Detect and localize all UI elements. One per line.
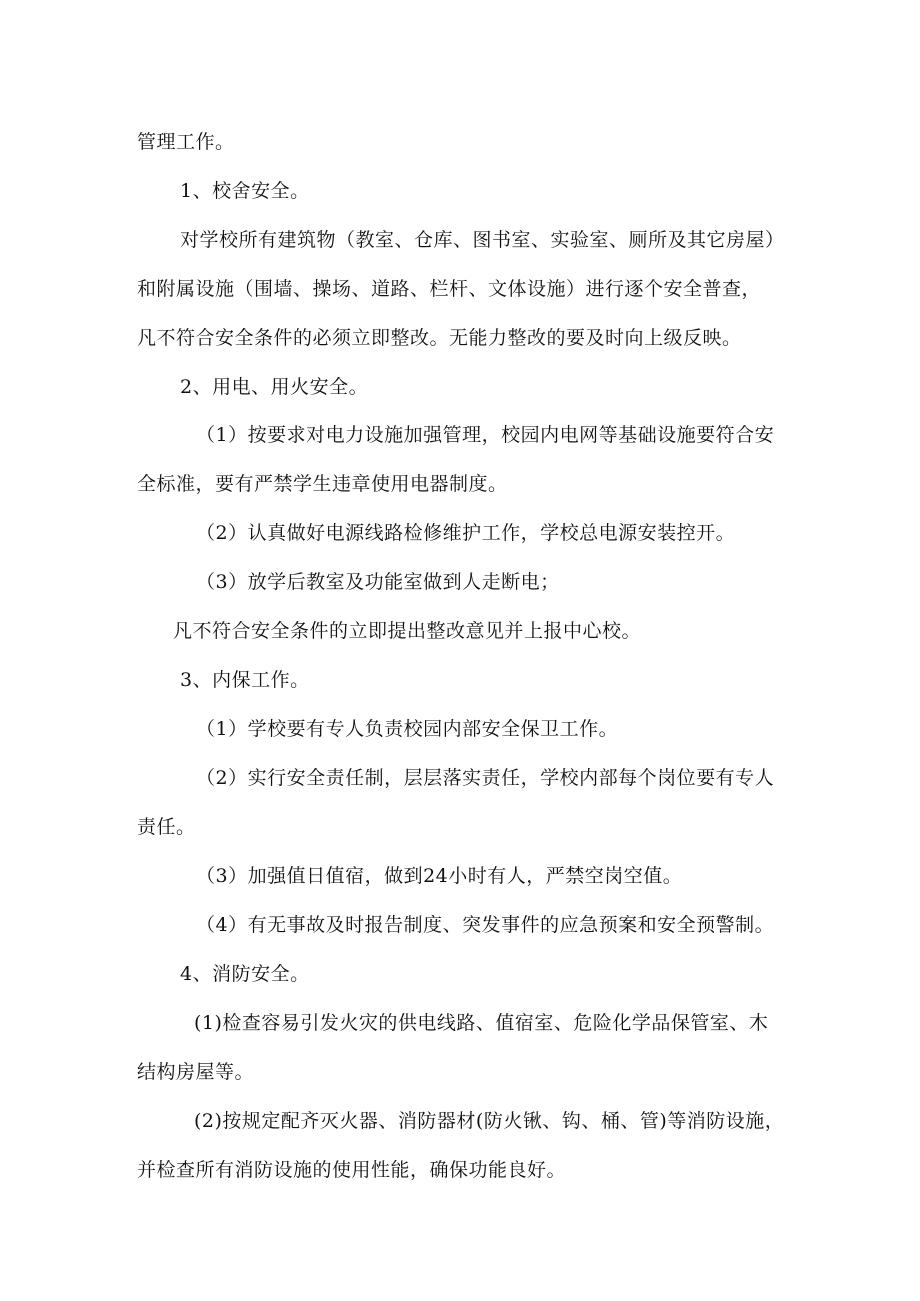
text-line: 管理工作。 (137, 131, 235, 153)
text-line: 凡不符合安全条件的必须立即整改。无能力整改的要及时向上级反映。 (137, 327, 742, 349)
text-line: 并检查所有消防设施的使用性能，确保功能良好。 (137, 1159, 567, 1181)
text-line: (1)检查容易引发火灾的供电线路、值宿室、危险化学品保管室、木 (194, 1012, 769, 1034)
text-line: 对学校所有建筑物（教室、仓库、图书室、实验室、厕所及其它房屋） (180, 229, 785, 251)
text-line: （2）实行安全责任制，层层落实责任，学校内部每个岗位要有专人 (196, 767, 775, 789)
text-line: （1）学校要有专人负责校园内部安全保卫工作。 (196, 718, 619, 740)
section-heading-electricity-fire: 2、用电、用火安全。 (180, 376, 369, 398)
section-heading-internal-security: 3、内保工作。 (180, 669, 310, 691)
text-line: （1）按要求对电力设施加强管理，校园内电网等基础设施要符合安 (196, 424, 775, 446)
text-line: （3）放学后教室及功能室做到人走断电； (196, 571, 560, 593)
text-line: 结构房屋等。 (137, 1061, 255, 1083)
section-heading-school-buildings: 1、校舍安全。 (180, 180, 310, 202)
text-line: （2）认真做好电源线路检修维护工作，学校总电源安装控开。 (196, 522, 736, 544)
text-line: (2)按规定配齐灭火器、消防器材(防火锹、钩、桶、管)等消防设施， (194, 1110, 785, 1132)
text-line: 凡不符合安全条件的立即提出整改意见并上报中心校。 (173, 620, 642, 642)
text-line: 责任。 (137, 816, 196, 838)
text-line: （3）加强值日值宿，做到24小时有人，严禁空岗空值。 (196, 865, 683, 887)
text-line: 全标准，要有严禁学生违章使用电器制度。 (137, 473, 508, 495)
section-heading-fire-safety: 4、消防安全。 (180, 963, 310, 985)
text-line: （4）有无事故及时报告制度、突发事件的应急预案和安全预警制。 (196, 914, 775, 936)
text-line: 和附属设施（围墙、操场、道路、栏杆、文体设施）进行逐个安全普查， (137, 278, 762, 300)
